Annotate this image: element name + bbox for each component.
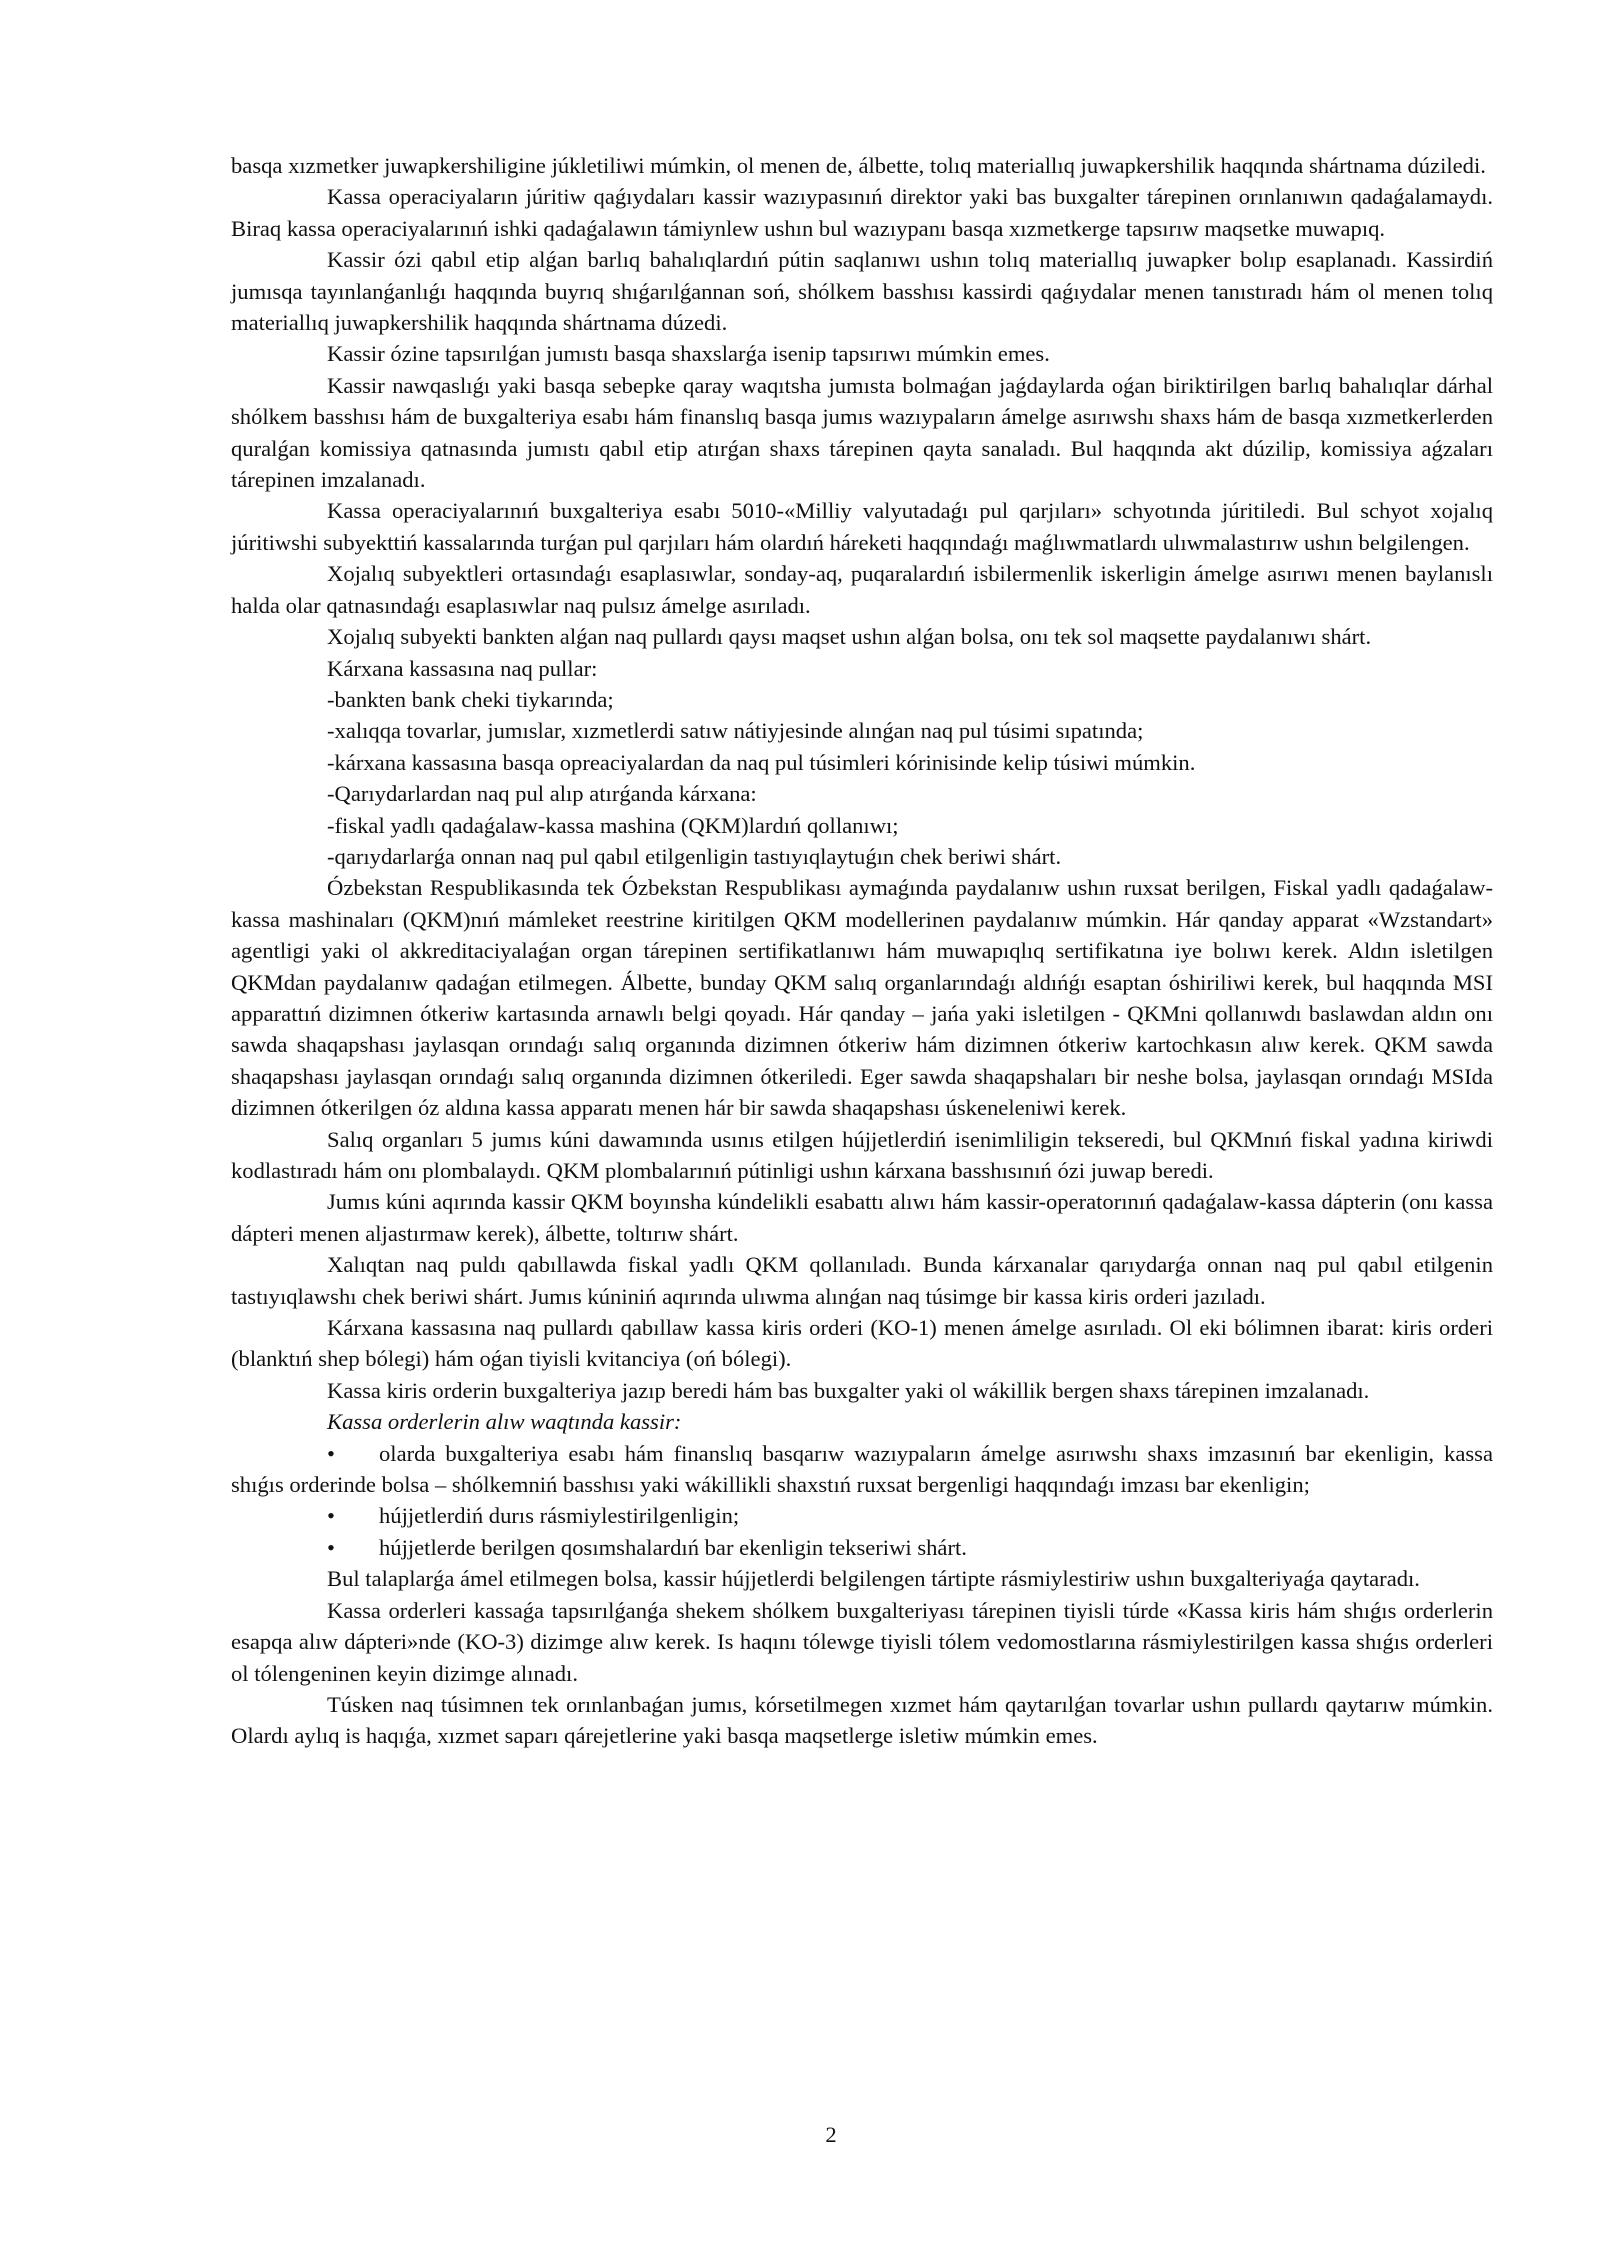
list-item: -xalıqqa tovarlar, jumıslar, xızmetlerdi satıw nátiyjesinde alınǵan naq pul túsimi sıpatında; [327,718,1144,744]
bullet-text: hújjetlerdiń durıs rásmiylestirilgenligin; [379,1503,740,1529]
paragraph: Kassir nawqaslıǵı yaki basqa sebepke qaray waqıtsha jumısta bolmaǵan jaǵdaylarda oǵan biriktirilgen barlıq bahalıqlar dárhal shólkem basshısı hám de buxgalteriya esabı hám finanslıq basqa jumıs wazıypaların ámelge asırıwshı shaxs hám de basqa xızmetkerlerden quralǵan komissiya qatnasında jumıstı qabıl etip atırǵan shaxs tárepinen qayta sanaladı. Bul haqqında akt dúzilip, komissiya aǵzaları tárepinen imzalanadı. [231,372,1493,493]
paragraph: Xojalıq subyektleri ortasındaǵı esaplasıwlar, sonday-aq, puqaralardıń isbilermenlik iskerligin ámelge asırıwı menen baylanıslı halda olar qatnasındaǵı esaplasıwlar naq pulsız ámelge asırıladı. [231,561,1493,618]
paragraph: Jumıs kúni aqırında kassir QKM boyınsha kúndelikli esabattı alıwı hám kassir-operatorınıń qadaǵalaw-kassa dápterin (onı kassa dápteri menen aljastırmaw kerek), álbette, toltırıw shárt. [231,1189,1493,1246]
bullet-text: olarda buxgalteriya esabı hám finanslıq basqarıw wazıypaların ámelge asırıwshı shaxs imzasınıń bar ekenligin, kassa shıǵıs orderinde bolsa – shólkemniń basshısı yaki wákillikli shaxstıń ruxsat bergenligi haqqındaǵı imzası bar ekenligin; [231,1440,1493,1498]
list-item: -bankten bank cheki tiykarında; [327,686,614,712]
list-item: -kárxana kassasına basqa opreaciyalardan da naq pul túsimleri kórinisinde kelip túsiwi múmkin. [327,749,1196,775]
list-item: -qarıydarlarǵa onnan naq pul qabıl etilgenligin tastıyıqlaytuǵın chek beriwi shárt. [327,843,1062,869]
paragraph: Kassa kiris orderin buxgalteriya jazıp beredi hám bas buxgalter yaki ol wákillik bergen shaxs tárepinen imzalanadı. [327,1377,1370,1403]
bullet-item [231,1532,1493,1563]
bullet-icon: • [327,1440,335,1466]
paragraph: Xalıqtan naq puldı qabıllawda fiskal yadlı QKM qollanıladı. Bunda kárxanalar qarıydarǵa onnan naq pul qabıl etilgenin tastıyıqlawshı chek beriwi shárt. Jumıs kúniniń aqırında ulıwma alınǵan naq túsimge bir kassa kiris orderi jazıladı. [231,1252,1493,1309]
bullet-item [231,1500,1493,1531]
paragraph: basqa xızmetker juwapkershiligine júkletiliwi múmkin, ol menen de, álbette, tolıq materiallıq juwapkershilik haqqında shártnama dúziledi. [231,153,1486,178]
paragraph: Ózbekstan Respublikasında tek Ózbekstan Respublikası aymaǵında paydalanıw ushın ruxsat berilgen, Fiskal yadlı qadaǵalaw-kassa mashinaları (QKM)nıń mámleket reestrine kiritilgen QKM modellerinen paydalanıw múmkin. Hár qanday apparat «Wzstandart» agentligi yaki ol akkreditaciyalaǵan organ tárepinen sertifikatlanıwı hám muwapıqlıq sertifikatına iye bolıwı kerek. Aldın isletilgen QKMdan paydalanıw qadaǵan etilmegen. Álbette, bunday QKM salıq organlarındaǵı aldıńǵı esaptan óshiriliwi kerek, bul haqqında MSI apparattıń dizimnen ótkeriw kartasında arnawlı belgi qoyadı. Hár qanday – jańa yaki isletilgen - QKMni qollanıwdı baslawdan aldın onı sawda shaqapshası jaylasqan orındaǵı salıq organında dizimnen ótkeriw hám dizimnen ótkeriw kartochkasın alıw kerek. QKM sawda shaqapshası jaylasqan orındaǵı salıq organında dizimnen ótkeriledi. Eger sawda shaqapshaları bir neshe bolsa, jaylasqan orındaǵı MSIda dizimnen ótkerilgen óz aldına kassa apparatı menen hár bir sawda shaqapshası úskeneleniwi kerek. [231,875,1493,1121]
page-number: 2 [825,2122,837,2147]
list-item: -Qarıydarlardan naq pul alıp atırǵanda kárxana: [327,781,757,807]
list-item: Kárxana kassasına naq pullar: [327,655,598,681]
bullet-item [231,1438,1493,1501]
list-item: -fiskal yadlı qadaǵalaw-kassa mashina (QKM)lardıń qollanıwı; [327,812,899,838]
document-page [231,150,1493,1752]
bullet-icon: • [327,1534,335,1560]
paragraph: Salıq organları 5 jumıs kúni dawamında usınıs etilgen hújjetlerdiń isenimliligin tekseredi, bul QKMnıń fiskal yadına kiriwdi kodlastıradı hám onı plombalaydı. QKM plombalarınıń pútinligi ushın kárxana basshısınıń ózi juwap beredi. [231,1126,1493,1183]
paragraph: Xojalıq subyekti bankten alǵan naq pullardı qaysı maqset ushın alǵan bolsa, onı tek sol maqsette paydalanıwı shárt. [327,624,1372,650]
paragraph: Kassa operaciyaların júritiw qaǵıydaları kassir wazıypasınıń direktor yaki bas buxgalter tárepinen orınlanıwın qadaǵalamaydı. Biraq kassa operaciyalarınıń ishki qadaǵalawın támiynlew ushın bul wazıypanı basqa xızmetkerge tapsırıw maqsetke muwapıq. [231,184,1493,241]
paragraph: Bul talaplarǵa ámel etilmegen bolsa, kassir hújjetlerdi belgilengen tártipte rásmiylestiriw ushın buxgalteriyaǵa qaytaradı. [327,1566,1420,1592]
paragraph: Kassa operaciyalarınıń buxgalteriya esabı 5010-«Milliy valyutadaǵı pul qarjıları» schyotında júritiledi. Bul schyot xojalıq júritiwshi subyekttiń kassalarında turǵan pul qarjıları hám olardıń háreketi haqqındaǵı maǵlıwmatlardı ulıwmalastırıw ushın belgilengen. [231,498,1493,555]
paragraph: Kárxana kassasına naq pullardı qabıllaw kassa kiris orderi (KO-1) menen ámelge asırıladı. Ol eki bólimnen ibarat: kiris orderi (blanktıń shep bólegi) hám oǵan tiyisli kvitanciya (oń bólegi). [231,1315,1493,1372]
paragraph: Túsken naq túsimnen tek orınlanbaǵan jumıs, kórsetilmegen xızmet hám qaytarılǵan tovarlar ushın pullardı qaytarıw múmkin. Olardı aylıq is haqıǵa, xızmet saparı qárejetlerine yaki basqa maqsetlerge isletiw múmkin emes. [231,1691,1493,1749]
paragraph: Kassir ózi qabıl etip alǵan barlıq bahalıqlardıń pútin saqlanıwı ushın tolıq materiallıq juwapker bolıp esaplanadı. Kassirdiń jumısqa tayınlanǵanlıǵı haqqında buyrıq shıǵarılǵannan soń, shólkem basshısı kassirdi qaǵıydalar menen tanıstıradı hám ol menen tolıq materiallıq juwapkershilik haqqında shártnama dúzedi. [231,247,1493,336]
italic-heading: Kassa orderlerin alıw waqtında kassir: [327,1409,682,1435]
bullet-text: hújjetlerde berilgen qosımshalardıń bar ekenligin tekseriwi shárt. [379,1534,967,1560]
paragraph: Kassa orderleri kassaǵa tapsırılǵanǵa shekem shólkem buxgalteriyası tárepinen tiyisli túrde «Kassa kiris hám shıǵıs orderlerin esapqa alıw dápteri»nde (KO-3) dizimge alıw kerek. Is haqını tólewge tiyisli tólem vedomostlarına rásmiylestirilgen kassa shıǵıs orderleri ol tólengeninen keyin dizimge alınadı. [231,1597,1493,1686]
bullet-icon: • [327,1503,335,1529]
paragraph: Kassir ózine tapsırılǵan jumıstı basqa shaxslarǵa isenip tapsırıwı múmkin emes. [327,341,1050,367]
